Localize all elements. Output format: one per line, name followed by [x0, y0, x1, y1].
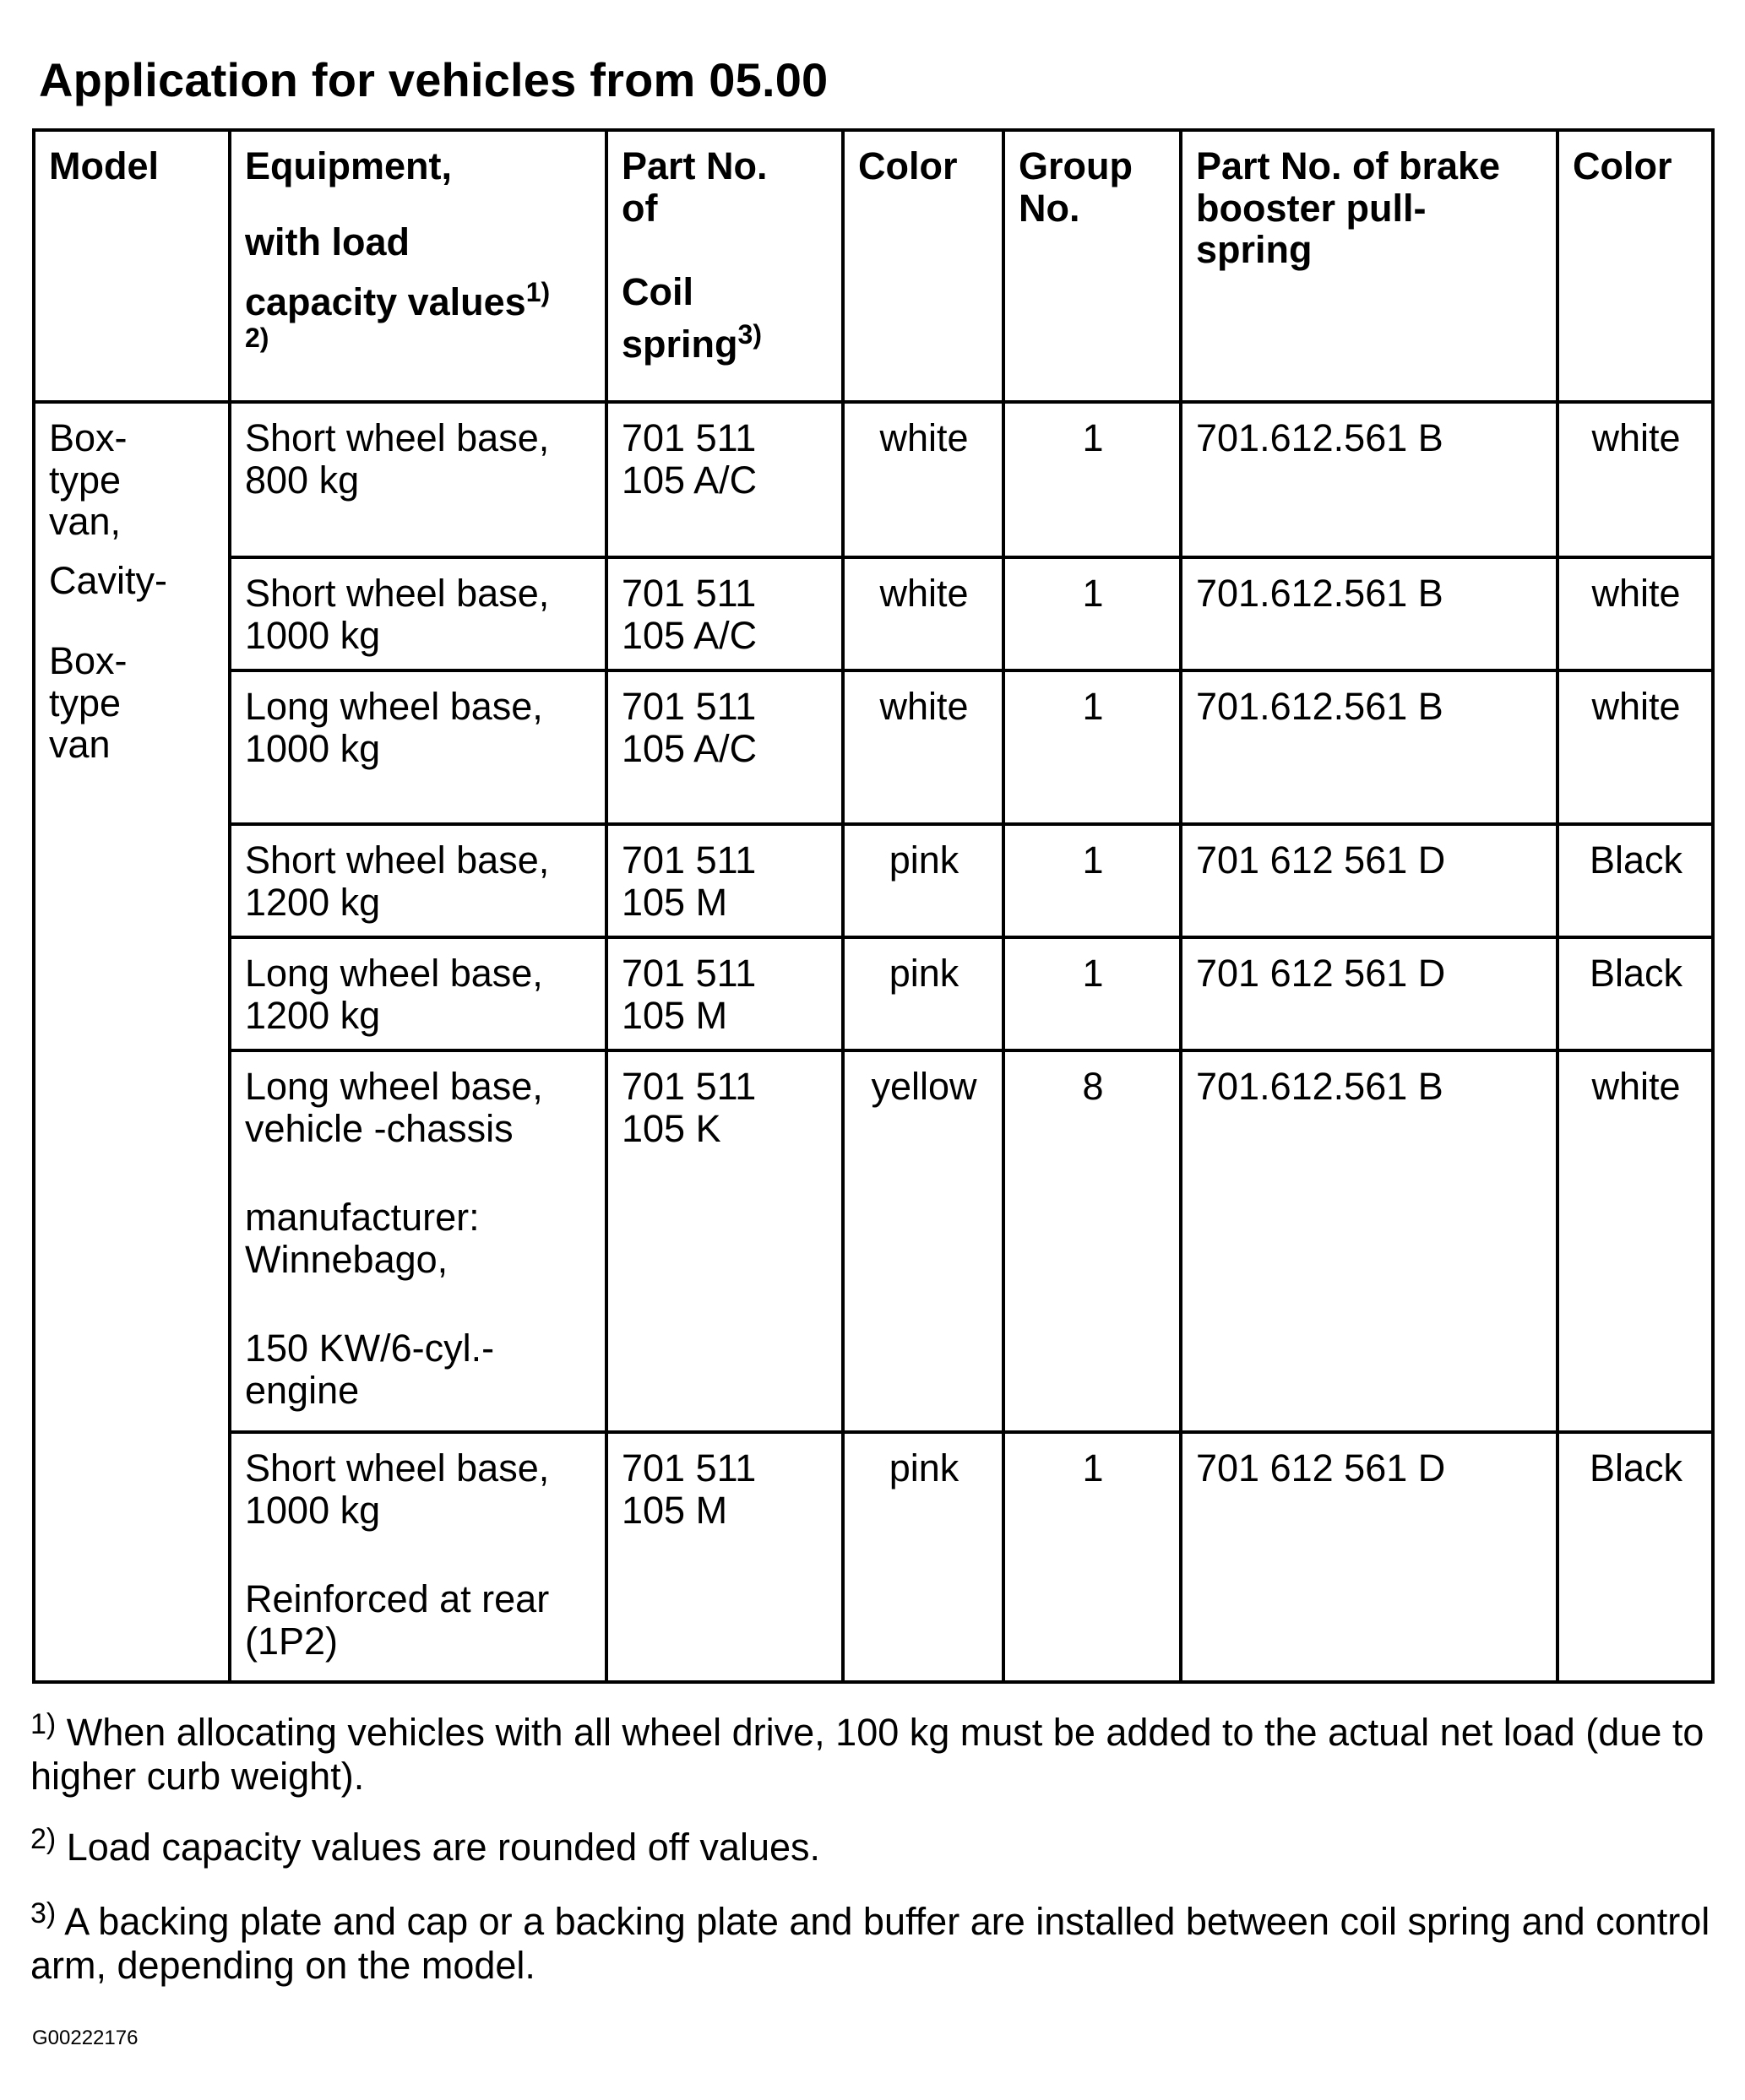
footnote-text: A backing plate and cap or a backing plate and buffer are installed between coil spring and control arm, depending on the model. [30, 1900, 1710, 1988]
table-row [34, 824, 1713, 937]
header-model: Model [34, 130, 230, 402]
equipment-cell: Long wheel base, vehicle -chassis manufacturer: Winnebago, 150 KW/6-cyl.- engine [230, 1050, 606, 1432]
equipment-cell: Short wheel base, 1000 kg [230, 557, 606, 670]
table-row [34, 1432, 1713, 1682]
equipment-cell: Long wheel base, 1000 kg [230, 670, 606, 824]
equipment-cell: Short wheel base, 1200 kg [230, 824, 606, 937]
coil-spring-part-cell: 701 511 105 A/C [606, 557, 843, 670]
table-row [34, 937, 1713, 1050]
color-cell: white [843, 557, 1003, 670]
footnote-text: Load capacity values are rounded off values. [56, 1826, 821, 1869]
brake-booster-part-cell: 701.612.561 B [1181, 402, 1557, 557]
header-coil-spring-part: Part No. of Coil spring$^{3)}$ [606, 130, 843, 402]
color-2-cell: white [1557, 670, 1713, 824]
color-2-cell: white [1557, 402, 1713, 557]
footnote-mark: 1) [30, 1708, 57, 1740]
header-group-no: Group No. [1003, 130, 1181, 402]
color-2-cell: Black [1557, 937, 1713, 1050]
brake-booster-part-cell: 701.612.561 B [1181, 557, 1557, 670]
spring-application-table [32, 128, 1715, 1684]
footnote-mark: 2) [30, 1823, 57, 1855]
brake-booster-part-cell: 701.612.561 B [1181, 670, 1557, 824]
brake-booster-part-cell: 701 612 561 D [1181, 937, 1557, 1050]
color-cell: pink [843, 824, 1003, 937]
header-row [34, 130, 1713, 402]
group-cell: 1 [1003, 670, 1181, 824]
coil-spring-part-cell: 701 511 105 M [606, 824, 843, 937]
color-2-cell: Black [1557, 824, 1713, 937]
group-cell: 1 [1003, 402, 1181, 557]
footnote-3 [30, 1897, 1711, 1988]
model-cell: Box- type van, Cavity- Box- type van [34, 402, 230, 1682]
footnote-text: When allocating vehicles with all wheel drive, 100 kg must be added to the actual net load (due to higher curb weight). [30, 1711, 1704, 1799]
header-color-2: Color [1557, 130, 1713, 402]
group-cell: 1 [1003, 937, 1181, 1050]
coil-spring-part-cell: 701 511 105 A/C [606, 670, 843, 824]
group-cell: 1 [1003, 824, 1181, 937]
coil-spring-part-cell: 701 511 105 M [606, 1432, 843, 1682]
color-cell: white [843, 670, 1003, 824]
table-row [34, 402, 1713, 557]
group-cell: 8 [1003, 1050, 1181, 1432]
color-2-cell: white [1557, 557, 1713, 670]
group-cell: 1 [1003, 1432, 1181, 1682]
footnote-mark: 3) [30, 1897, 57, 1929]
equipment-cell: Long wheel base, 1200 kg [230, 937, 606, 1050]
color-cell: pink [843, 937, 1003, 1050]
coil-spring-part-cell: 701 511 105 M [606, 937, 843, 1050]
equipment-cell: Short wheel base, 1000 kg Reinforced at rear (1P2) [230, 1432, 606, 1682]
coil-spring-part-cell: 701 511 105 A/C [606, 402, 843, 557]
figure-code: G00222176 [32, 2027, 139, 2049]
header-equipment: Equipment, with load capacity values$^{1)}$ 2) [230, 130, 606, 402]
coil-spring-part-cell: 701 511 105 K [606, 1050, 843, 1432]
color-cell: white [843, 402, 1003, 557]
brake-booster-part-cell: 701 612 561 D [1181, 824, 1557, 937]
header-color: Color [843, 130, 1003, 402]
brake-booster-part-cell: 701.612.561 B [1181, 1050, 1557, 1432]
page-title: Application for vehicles from 05.00 [39, 53, 829, 106]
group-cell: 1 [1003, 557, 1181, 670]
header-brake-booster-part: Part No. of brake booster pull- spring [1181, 130, 1557, 402]
color-2-cell: Black [1557, 1432, 1713, 1682]
color-2-cell: white [1557, 1050, 1713, 1432]
table-row [34, 557, 1713, 670]
color-cell: yellow [843, 1050, 1003, 1432]
equipment-cell: Short wheel base, 800 kg [230, 402, 606, 557]
footnote-1 [30, 1708, 1711, 1799]
color-cell: pink [843, 1432, 1003, 1682]
table-row [34, 670, 1713, 824]
brake-booster-part-cell: 701 612 561 D [1181, 1432, 1557, 1682]
table-row [34, 1050, 1713, 1432]
footnote-2 [30, 1823, 1711, 1869]
